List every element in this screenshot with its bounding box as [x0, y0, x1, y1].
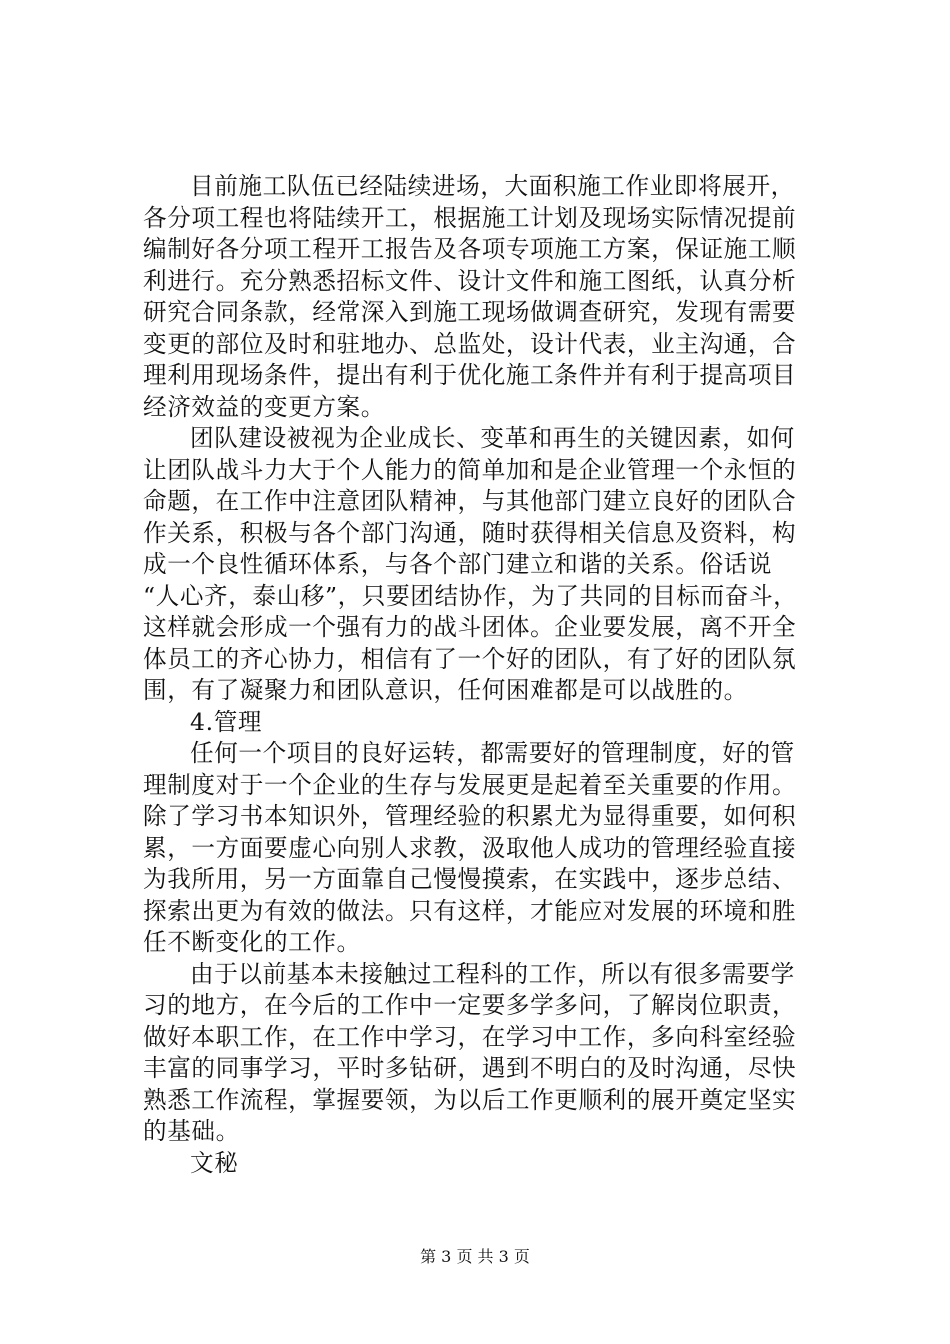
closing-label: 文秘	[190, 1148, 239, 1177]
paragraph-line: 由于以前基本未接触过工程科的工作，所以有很多需要学	[190, 959, 795, 988]
paragraph-line: 团队建设被视为企业成长、变革和再生的关键因素，如何	[190, 424, 795, 452]
paragraph-line: 探索出更为有效的做法。只有这样，才能应对发展的环境和胜	[143, 896, 797, 925]
paragraph-line: 命题，在工作中注意团队精神，与其他部门建立良好的团队合	[143, 487, 797, 515]
paragraph-line: 成一个良性循环体系，与各个部门建立和谐的关系。俗话说	[143, 550, 773, 578]
document-body	[143, 171, 838, 1179]
paragraph-line: 为我所用，另一方面靠自己慢慢摸索，在实践中，逐步总结、	[143, 865, 797, 893]
paragraph-line: “人心齐，泰山移”，只要团结协作，为了共同的目标而奋斗，	[143, 581, 798, 610]
paragraph-line: 理利用现场条件，提出有利于优化施工条件并有利于提高项目	[143, 361, 797, 389]
paragraph-line: 作关系，积极与各个部门沟通，随时获得相关信息及资料，构	[143, 518, 797, 547]
paragraph-line: 目前施工队伍已经陆续进场，大面积施工作业即将展开，	[190, 172, 795, 200]
paragraph-line: 围，有了凝聚力和团队意识，任何困难都是可以战胜的。	[143, 676, 748, 704]
section-heading: 4.管理	[190, 707, 263, 736]
paragraph-line: 任何一个项目的良好运转，都需要好的管理制度，好的管	[190, 739, 795, 767]
paragraph-line: 经济效益的变更方案。	[143, 392, 385, 421]
paragraph-line: 让团队战斗力大于个人能力的简单加和是企业管理一个永恒的	[143, 455, 797, 484]
paragraph-line: 熟悉工作流程，掌握要领，为以后工作更顺利的展开奠定坚实	[143, 1085, 797, 1114]
paragraph-line: 习的地方，在今后的工作中一定要多学多问，了解岗位职责，	[143, 991, 797, 1019]
paragraph-line: 各分项工程也将陆续开工，根据施工计划及现场实际情况提前	[143, 203, 797, 232]
paragraph-line: 研究合同条款，经常深入到施工现场做调查研究，发现有需要	[143, 298, 797, 326]
paragraph-line: 做好本职工作，在工作中学习，在学习中工作，多向科室经验	[143, 1022, 797, 1051]
paragraph-line: 的基础。	[143, 1117, 240, 1145]
paragraph-line: 任不断变化的工作。	[143, 928, 361, 956]
paragraph-line: 变更的部位及时和驻地办、总监处，设计代表，业主沟通，合	[143, 329, 797, 358]
page-number: 第 3 页 共 3 页	[420, 1247, 530, 1266]
paragraph-line: 利进行。充分熟悉招标文件、设计文件和施工图纸，认真分析	[143, 266, 797, 295]
paragraph-line: 除了学习书本知识外，管理经验的积累尤为显得重要，如何积	[143, 802, 797, 830]
paragraph-line: 丰富的同事学习，平时多钻研，遇到不明白的及时沟通，尽快	[143, 1054, 797, 1082]
paragraph-line: 理制度对于一个企业的生存与发展更是起着至关重要的作用。	[143, 770, 797, 799]
paragraph-line: 体员工的齐心协力，相信有了一个好的团队，有了好的团队氛	[143, 644, 797, 673]
paragraph-line: 累，一方面要虚心向别人求教，汲取他人成功的管理经验直接	[143, 833, 797, 862]
paragraph-line: 这样就会形成一个强有力的战斗团体。企业要发展，离不开全	[143, 613, 797, 641]
paragraph-line: 编制好各分项工程开工报告及各项专项施工方案，保证施工顺	[143, 235, 797, 263]
